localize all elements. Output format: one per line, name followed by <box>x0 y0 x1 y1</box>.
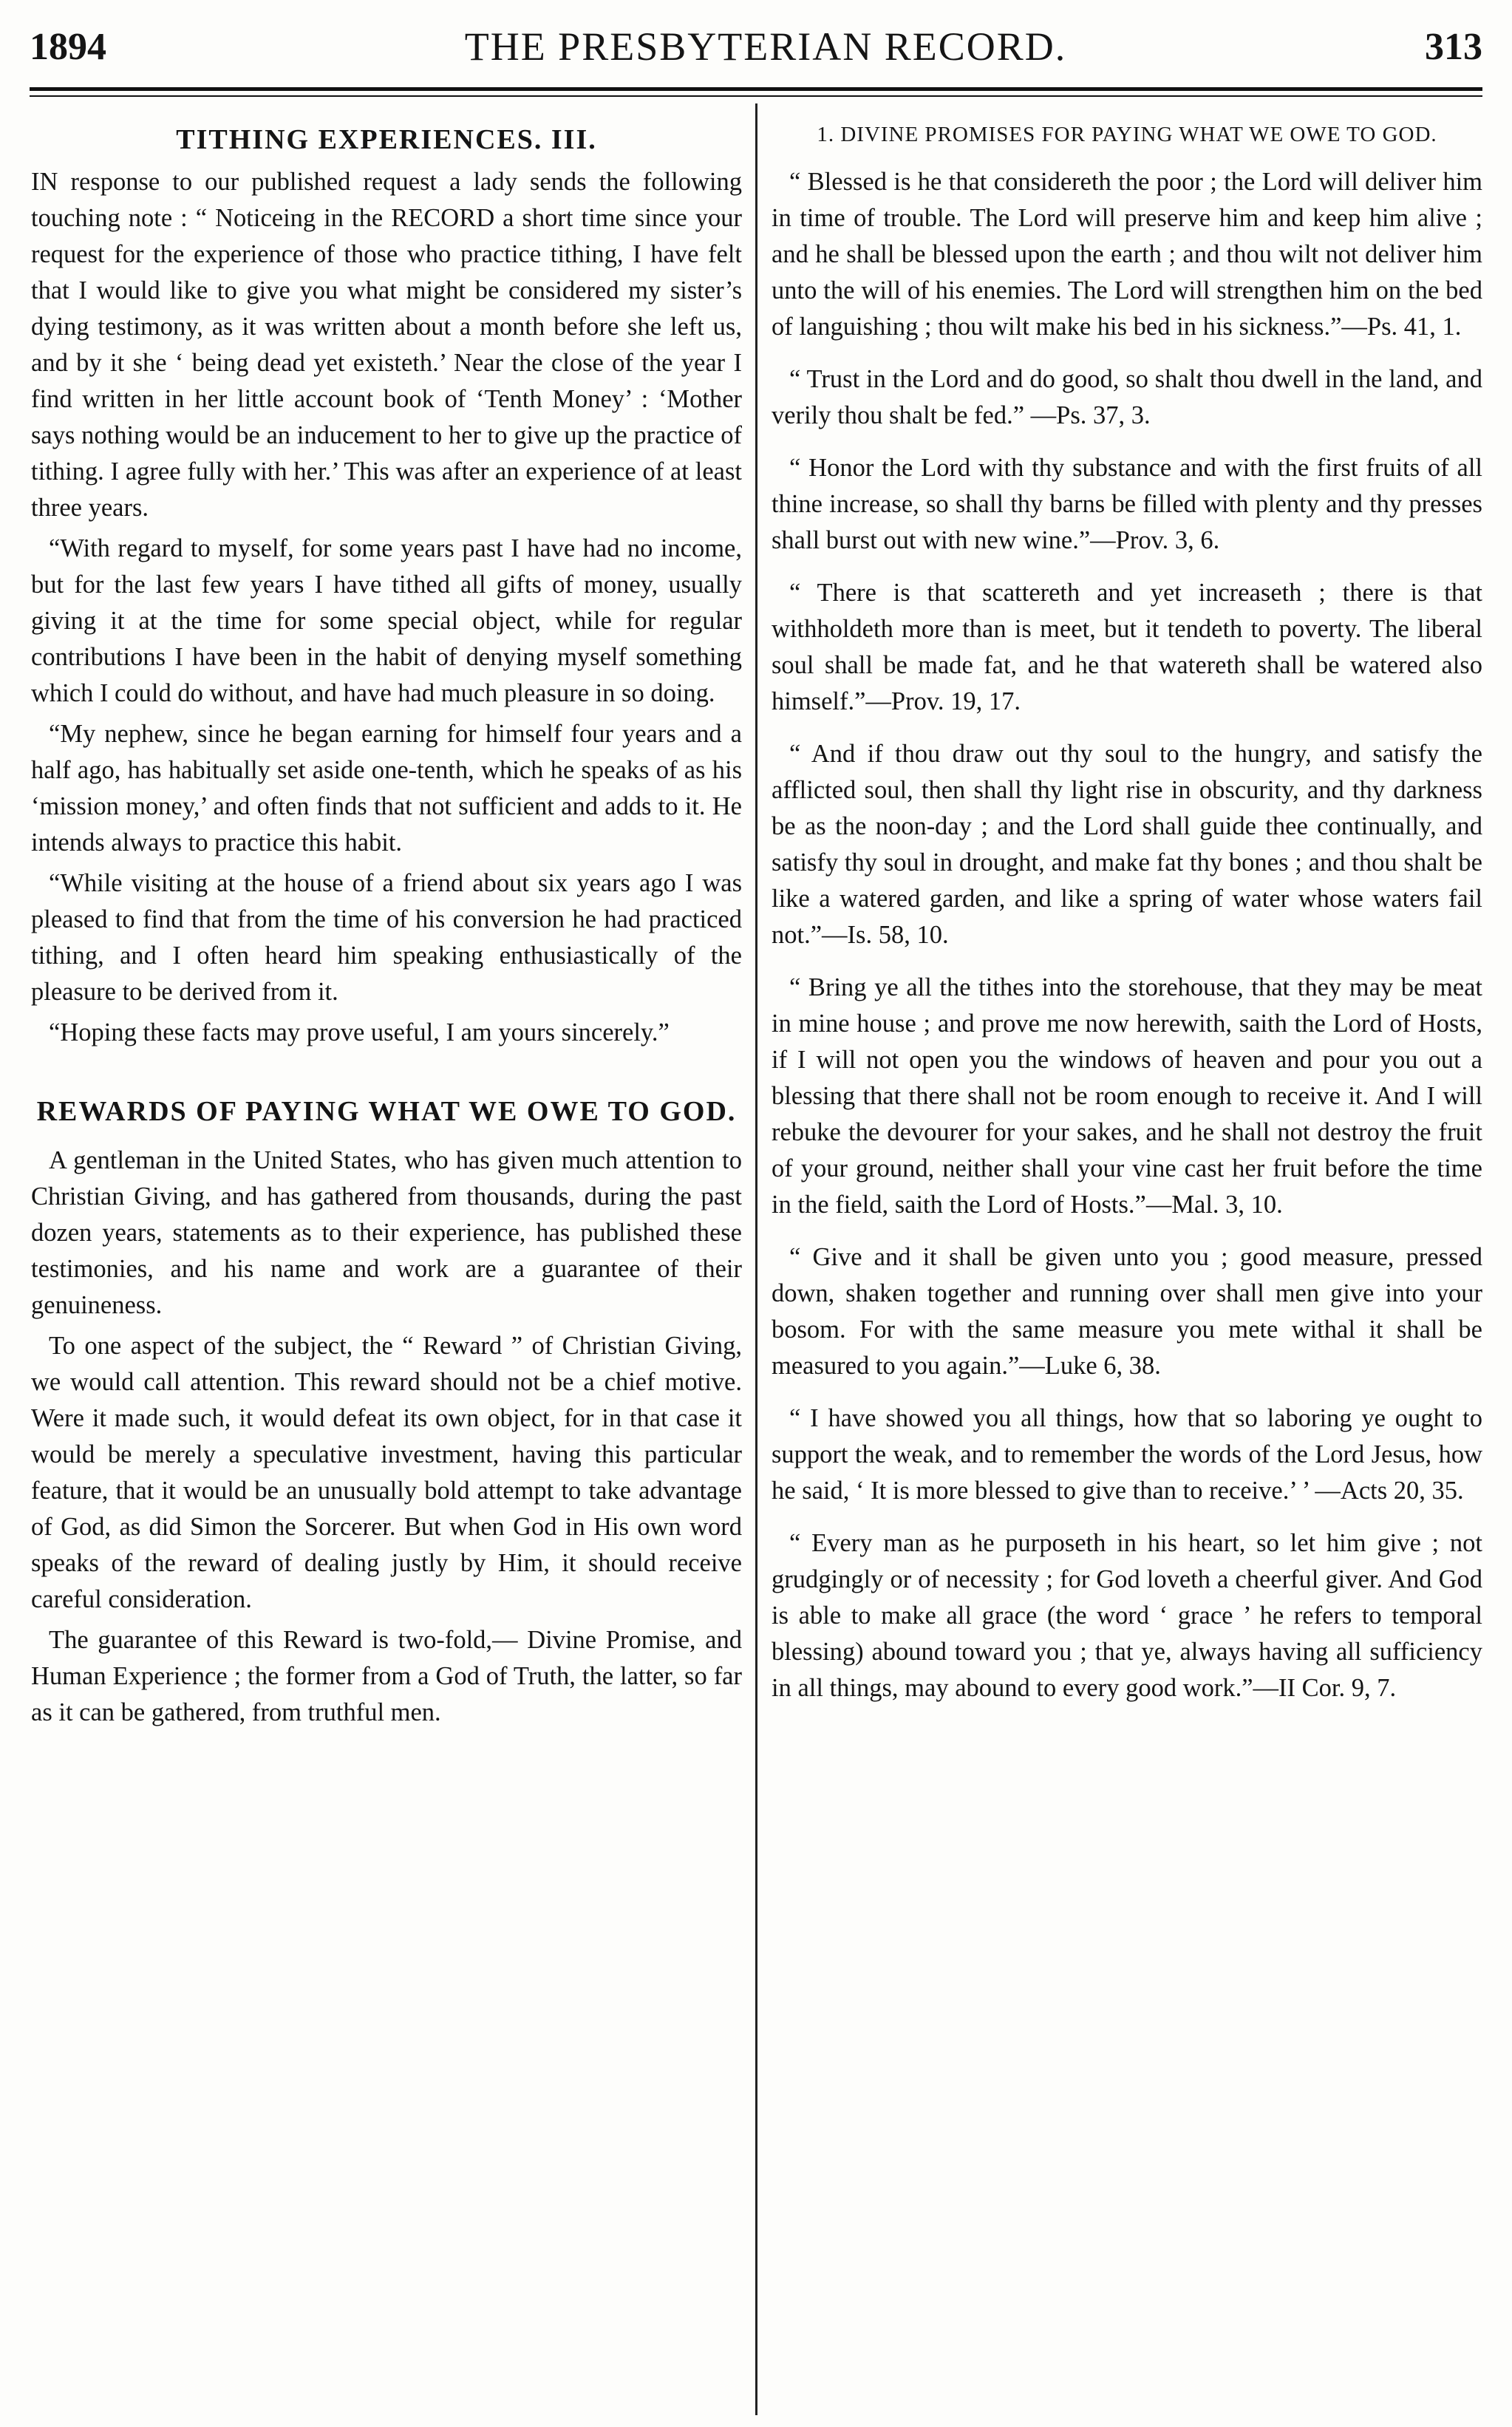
divine-promises-subtitle: 1. DIVINE PROMISES FOR PAYING WHAT WE OWE TO GOD. <box>817 123 1437 146</box>
article-paragraph: “While visiting at the house of a friend about six years ago I was pleased to find that from the time of his conversion he had practiced tithing, and I often heard him speaking enthusiastically of the pleasure to be derived from it. <box>31 869 742 1006</box>
header-title: THE PRESBYTERIAN RECORD. <box>464 24 1067 69</box>
article-paragraph: “With regard to myself, for some years past I have had no income, but for the last few years I have tithed all gifts of money, usually giving it at the time for some special object, while for regular contributions I have been in the habit of denying myself something which I could do without, and have had much pleasure in so doing. <box>31 534 742 707</box>
header-year: 1894 <box>30 25 106 68</box>
tithing-experiences-title: TITHING EXPERIENCES. III. <box>176 124 597 155</box>
column-divider <box>755 103 757 2415</box>
scripture-quote: “ I have showed you all things, how that so laboring ye ought to support the weak, and to remember the words of the Lord Jesus, how he said, ‘ It is more blessed to give than to receive.’ ’ —Acts 20, 35. <box>772 1404 1482 1505</box>
scripture-quote: “ Trust in the Lord and do good, so shalt thou dwell in the land, and verily thou shalt be fed.” —Ps. 37, 3. <box>772 365 1482 429</box>
article-paragraph: A gentleman in the United States, who has given much attention to Christian Giving, and has gathered from thousands, during the past dozen years, statements as to their experience, has published these testimonies, and his name and work are a guarantee of their genuineness. <box>31 1146 742 1319</box>
scripture-quote: “ Blessed is he that considereth the poor ; the Lord will deliver him in time of trouble. The Lord will preserve him and keep him alive ; and he shall be blessed upon the earth ; and thou wilt not deliver him unto the will of his enemies. The Lord will strengthen him on the bed of languishing ; thou wilt make his bed in his sickness.”—Ps. 41, 1. <box>772 168 1482 341</box>
header-rule-thick <box>30 87 1482 91</box>
scripture-quote: “ There is that scattereth and yet increaseth ; there is that withholdeth more than is meet, but it tendeth to poverty. The liberal soul shall be made fat, and he that watereth shall be watered also himself.”—Prov. 19, 17. <box>772 579 1482 715</box>
article-paragraph: “Hoping these facts may prove useful, I am yours sincerely.” <box>49 1018 670 1046</box>
scripture-quote: “ Bring ye all the tithes into the storehouse, that they may be meat in mine house ; and prove me now herewith, saith the Lord of Hosts, if I will not open you the windows of heaven and pour you out a blessing that there shall not be room enough to receive it. And I will rebuke the devourer for your sakes, and he shall not destroy the fruit of your ground, neither shall your vine cast her fruit before the time in the field, saith the Lord of Hosts.”—Mal. 3, 10. <box>772 973 1482 1219</box>
article-paragraph: IN response to our published request a lady sends the following touching note : “ Noticeing in the RECORD a short time since your request for the experience of those who practice tithing, I have felt that I would like to give you what might be considered my sister’s dying testimony, as it was written about a month before she left us, and by it she ‘ being dead yet existeth.’ Near the close of the year I find written in her little account book of ‘Tenth Money’ : ‘Mother says nothing would be an inducement to her to give up the practice of tithing. I agree fully with her.’ This was after an experience of at least three years. <box>31 168 742 522</box>
rewards-title: REWARDS OF PAYING WHAT WE OWE TO GOD. <box>36 1096 737 1127</box>
header-rule-thin <box>30 95 1482 97</box>
left-column <box>31 109 742 2415</box>
article-paragraph: To one aspect of the subject, the “ Reward ” of Christian Giving, we would call attention. This reward should not be a chief motive. Were it made such, it would defeat its own object, for in that case it would be merely a speculative investment, having this particular feature, that it would be an unusually bold attempt to take advantage of God, as did Simon the Sorcerer. But when God in His own word speaks of the reward of dealing justly by Him, it should receive careful consideration. <box>31 1332 742 1613</box>
right-column <box>772 109 1482 2415</box>
scripture-quote: “ And if thou draw out thy soul to the hungry, and satisfy the afflicted soul, then shall thy light rise in obscurity, and thy darkness be as the noon-day ; and the Lord shall guide thee continually, and satisfy thy soul in drought, and make fat thy bones ; and thou shalt be like a watered garden, and like a spring of water whose waters fail not.”—Is. 58, 10. <box>772 740 1482 949</box>
scripture-quote: “ Give and it shall be given unto you ; good measure, pressed down, shaken together and running over shall men give into your bosom. For with the same measure you mete withal it shall be measured to you again.”—Luke 6, 38. <box>772 1243 1482 1380</box>
article-paragraph: The guarantee of this Reward is two-fold,— Divine Promise, and Human Experience ; the former from a God of Truth, the latter, so far as it can be gathered, from truthful men. <box>31 1626 742 1726</box>
article-paragraph: “My nephew, since he began earning for himself four years and a half ago, has habitually set aside one-tenth, which he speaks of as his ‘mission money,’ and often finds that not sufficient and adds to it. He intends always to practice this habit. <box>31 720 742 857</box>
scripture-quote: “ Honor the Lord with thy substance and with the first fruits of all thine increase, so shall thy barns be filled with plenty and thy presses shall burst out with new wine.”—Prov. 3, 6. <box>772 454 1482 554</box>
page-header <box>30 13 1482 80</box>
scripture-quote: “ Every man as he purposeth in his heart, so let him give ; not grudgingly or of necessity ; for God loveth a cheerful giver. And God is able to make all grace (the word ‘ grace ’ he refers to temporal blessing) abound toward you ; that ye, always having all sufficiency in all things, may abound to every good work.”—II Cor. 9, 7. <box>772 1529 1482 1702</box>
header-page-number: 313 <box>1424 25 1482 68</box>
